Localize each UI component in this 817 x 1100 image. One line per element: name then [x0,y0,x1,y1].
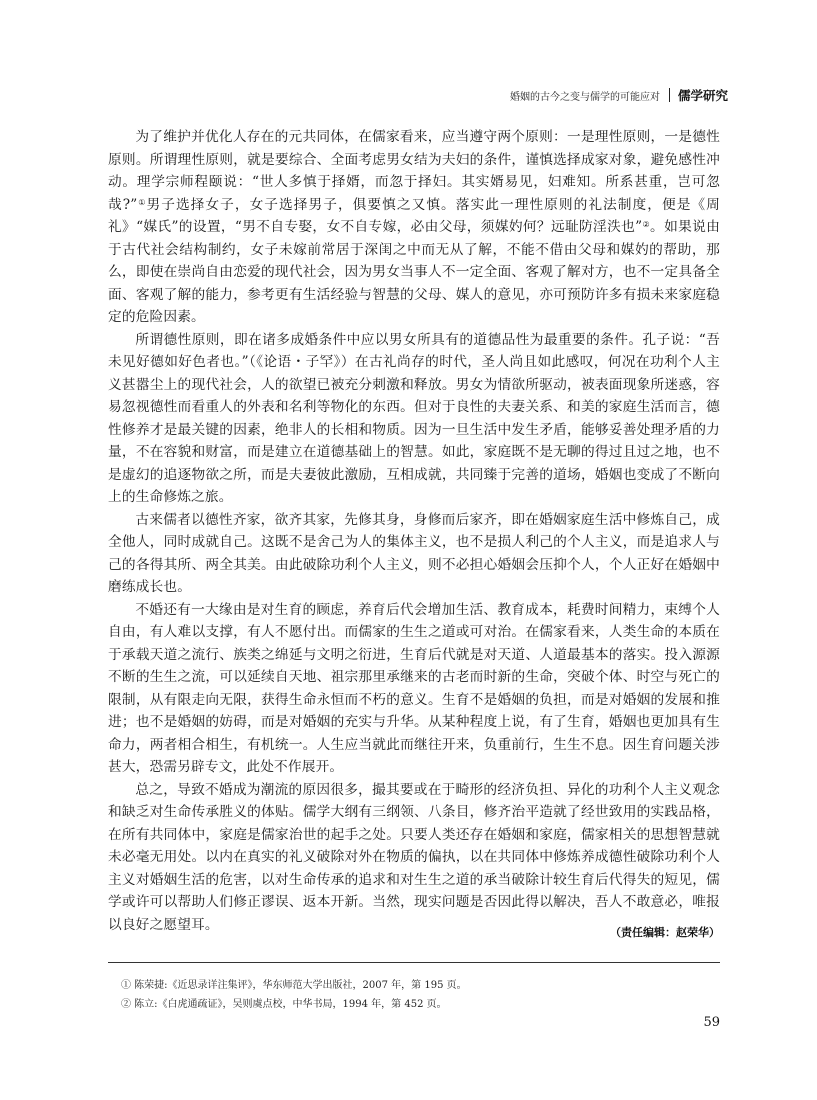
article-body [108,126,720,936]
header-journal-name: 儒学研究 [677,88,728,103]
paragraph-childbearing: 不婚还有一大缘由是对生育的顾虑，养育后代会增加生活、教育成本，耗费时间精力，束缚个人自由，有人难以支撑，有人不愿付出。而儒家的生生之道或可对治。在儒家看来，人类生命的本质在于承载天道之流行、族类之绵延与文明之衍进，生育后代就是对天道、人道最基本的落实。投入源源不断的生生之流，可以延续自天地、祖宗那里承继来的古老而时新的生命，突破个体、时空与死亡的限制，从有限走向无限，获得生命永恒而不朽的意义。生育不是婚姻的负担，而是对婚姻的发展和推进；也不是婚姻的妨碍，而是对婚姻的充实与升华。从某种程度上说，有了生育，婚姻也更加具有生命力，两者相合相生，有机统一。人生应当就此而继往开来，负重前行，生生不息。因生育问题关涉甚大，恐需另辟专文，此处不作展开。 [108,601,720,775]
paragraph-text: 。如果说由于古代社会结构制约，女子未嫁前常居于深闺之中而无从了解，不能不借由父母和媒妁的帮助，那么，即使在崇尚自由恋爱的现代社会，因为男女当事人不一定全面、客观了解对方，也不一定具备全面、客观了解的能力，参考更有生活经验与智慧的父母、媒人的意见，亦可预防许多有损未来家庭稳定的危险因素。 [108,219,720,325]
paragraph-text: 男子选择女子，女子选择男子，俱要慎之又慎。落实此一理性原则的礼法制度，便是《周礼》“媒氏”的设置，“男不自专娶，女不自专嫁，必由父母，须媒妁何？远耻防淫泆也” [108,196,720,235]
footnotes [121,976,721,1014]
paragraph-principles [108,126,720,329]
footnote-ref-1[interactable]: ① [137,197,147,207]
page-number: 59 [703,1015,720,1030]
paragraph-text: 为了维护并优化人存在的元共同体，在儒家看来，应当遵守两个原则：一是理性原则，一是德性原则。所谓理性原则，就是要综合、全面考虑男女结为夫妇的条件，谨慎选择成家对象，避免感性冲动。理学宗师程颐说：“世人多慎于择婿，而忽于择妇。其实婿易见，妇难知。所系甚重，岂可忽哉?” [108,129,720,213]
running-header [120,86,728,104]
footnote-1: ① 陈荣捷:《近思录详注集评》，华东师范大学出版社，2007 年，第 195 页。 [121,980,467,991]
paragraph-conclusion: 总之，导致不婚成为潮流的原因很多，撮其要或在于畸形的经济负担、异化的功利个人主义观念和缺乏对生命传承胜义的体贴。儒学大纲有三纲领、八条目，修齐治平造就了经世致用的实践品格，在所有共同体中，家庭是儒家治世的起手之处。只要人类还存在婚姻和家庭，儒家相关的思想智慧就未必毫无用处。以内在真实的礼义破除对外在物质的偏执，以在共同体中修炼养成德性破除功利个人主义对婚姻生活的危害，以对生命传承的追求和对生生之道的承当破除计较生育后代得失的短见，儒学或许可以帮助人们修正谬误、返本开新。当然，现实问题是否因此得以解决，吾人不敢意必，唯报以良好之愿望耳。 [108,781,720,933]
footnote-2: ② 陈立:《白虎通疏证》，吴则虞点校，中华书局，1994 年，第 452 页。 [121,999,447,1010]
paragraph-virtue-principle: 所谓德性原则，即在诸多成婚条件中应以男女所具有的道德品性为最重要的条件。孔子说：“吾未见好德如好色者也。”（《论语・子罕》）在古礼尚存的时代，圣人尚且如此感叹，何况在功利个人主义甚嚣尘上的现代社会，人的欲望已被充分刺激和释放。男女为情欲所驱动，被表面现象所迷惑，容易忽视德性而看重人的外表和名利等物化的东西。但对于良性的夫妻关系、和美的家庭生活而言，德性修养才是最关键的因素，绝非人的长相和物质。因为一旦生活中发生矛盾，能够妥善处理矛盾的力量，不在容貌和财富，而是建立在道德基础上的智慧。如此，家庭既不是无聊的得过且过之地，也不是虚幻的追逐物欲之所，而是夫妻彼此激励，互相成就，共同臻于完善的道场，婚姻也变成了不断向上的生命修炼之旅。 [108,331,720,505]
editor-credit: （责任编辑：赵荣华） [610,926,720,939]
paragraph-self-cultivation: 古来儒者以德性齐家，欲齐其家，先修其身，身修而后家齐，即在婚姻家庭生活中修炼自己，成全他人，同时成就自己。这既不是舍己为人的集体主义，也不是损人利己的个人主义，而是追求人与己的各得其所、两全其美。由此破除功利个人主义，则不必担心婚姻会压抑个人，个人正好在婚姻中磨练成长也。 [108,511,720,595]
footnote-ref-2[interactable]: ② [642,220,651,229]
footnote-divider [108,962,720,963]
header-divider [669,88,670,102]
header-article-title: 婚姻的古今之变与儒学的可能应对 [509,91,660,103]
